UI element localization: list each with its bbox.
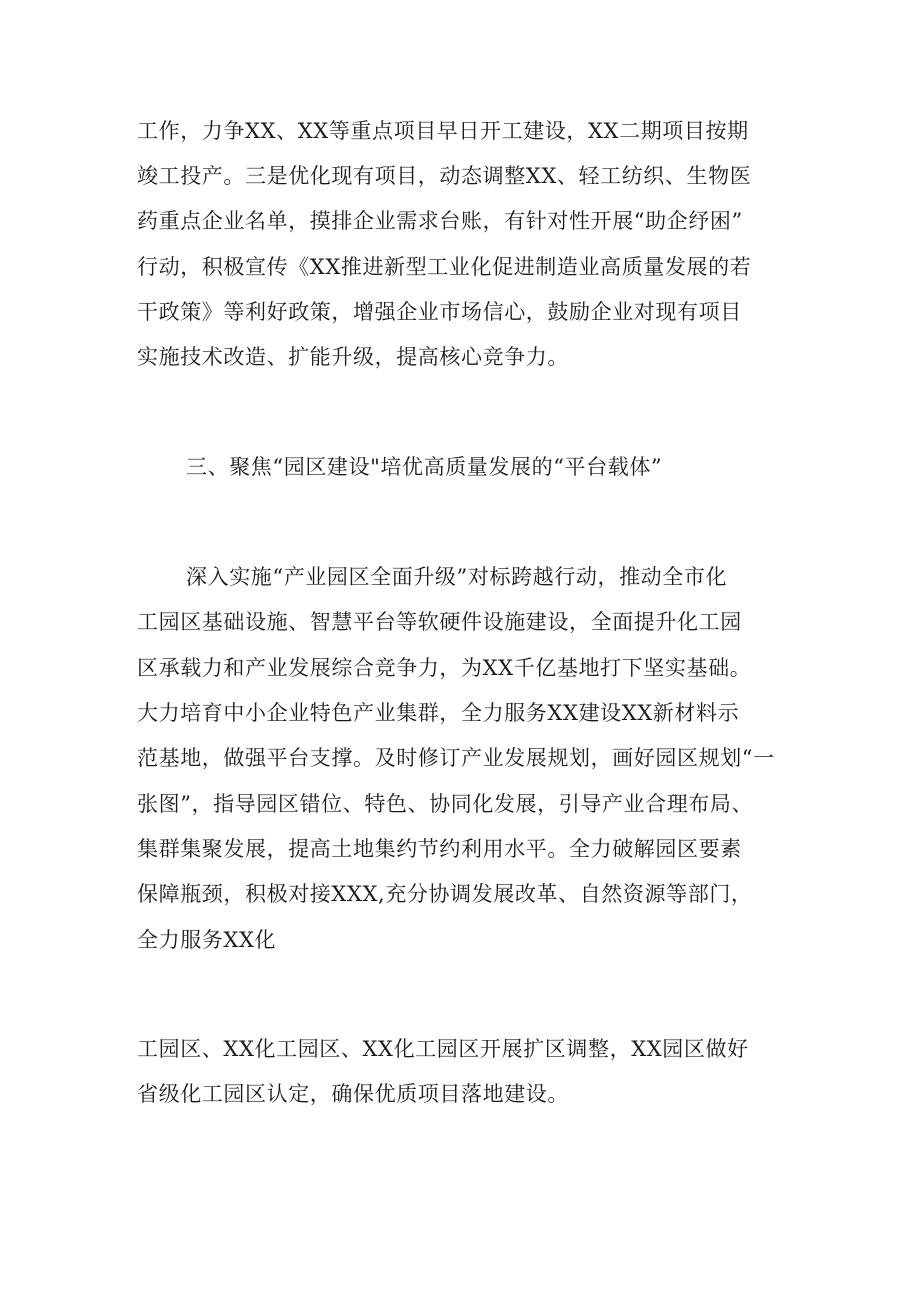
paragraph-1-line-3: 药重点企业名单，摸排企业需求台账，有针对性开展“助企纾困” xyxy=(137,209,743,233)
paragraph-1-line-1: 工作，力争XX、XX等重点项目早日开工建设，XX二期项目按期 xyxy=(137,119,749,143)
paragraph-2-line-3: 区承载力和产业发展综合竞争力，为XX千亿基地打下坚实基础。 xyxy=(137,656,752,680)
paragraph-3-line-2: 省级化工园区认定，确保优质项目落地建设。 xyxy=(137,1082,569,1106)
paragraph-1-line-6: 实施技术改造、扩能升级，提高核心竞争力。 xyxy=(137,345,569,369)
paragraph-1-line-5: 干政策》等利好政策，增强企业市场信心，鼓励企业对现有项目 xyxy=(137,300,742,324)
paragraph-2-line-7: 集群集聚发展，提高土地集约节约利用水平。全力破解园区要素 xyxy=(137,837,742,861)
paragraph-3-line-1: 工园区、XX化工园区、XX化工园区开展扩区调整，XX园区做好 xyxy=(137,1037,749,1061)
paragraph-1-line-4: 行动，积极宣传《XX推进新型工业化促进制造业高质量发展的若 xyxy=(137,255,752,279)
paragraph-2-line-5: 范基地，做强平台支撑。及时修订产业发展规划，画好园区规划“一 xyxy=(137,746,775,770)
paragraph-2-line-4: 大力培育中小企业特色产业集群，全力服务XX建设XX新材料示 xyxy=(137,701,740,725)
paragraph-2-line-9: 全力服务XX化 xyxy=(137,928,277,952)
paragraph-2-line-6: 张图”，指导园区错位、特色、协同化发展，引导产业合理布局、 xyxy=(137,792,754,816)
paragraph-2-line-2: 工园区基础设施、智慧平台等软硬件设施建设，全面提升化工园 xyxy=(137,610,742,634)
paragraph-1-line-2: 竣工投产。三是优化现有项目，动态调整XX、轻工纺织、生物医 xyxy=(137,164,752,188)
section-heading: 三、聚焦“园区建设"培优高质量发展的“平台载体” xyxy=(186,455,663,479)
paragraph-2-line-1: 深入实施“产业园区全面升级”对标跨越行动，推动全市化 xyxy=(186,565,728,589)
paragraph-2-line-8: 保障瓶颈，积极对接XXX,充分协调发展改革、自然资源等部门， xyxy=(137,882,753,906)
